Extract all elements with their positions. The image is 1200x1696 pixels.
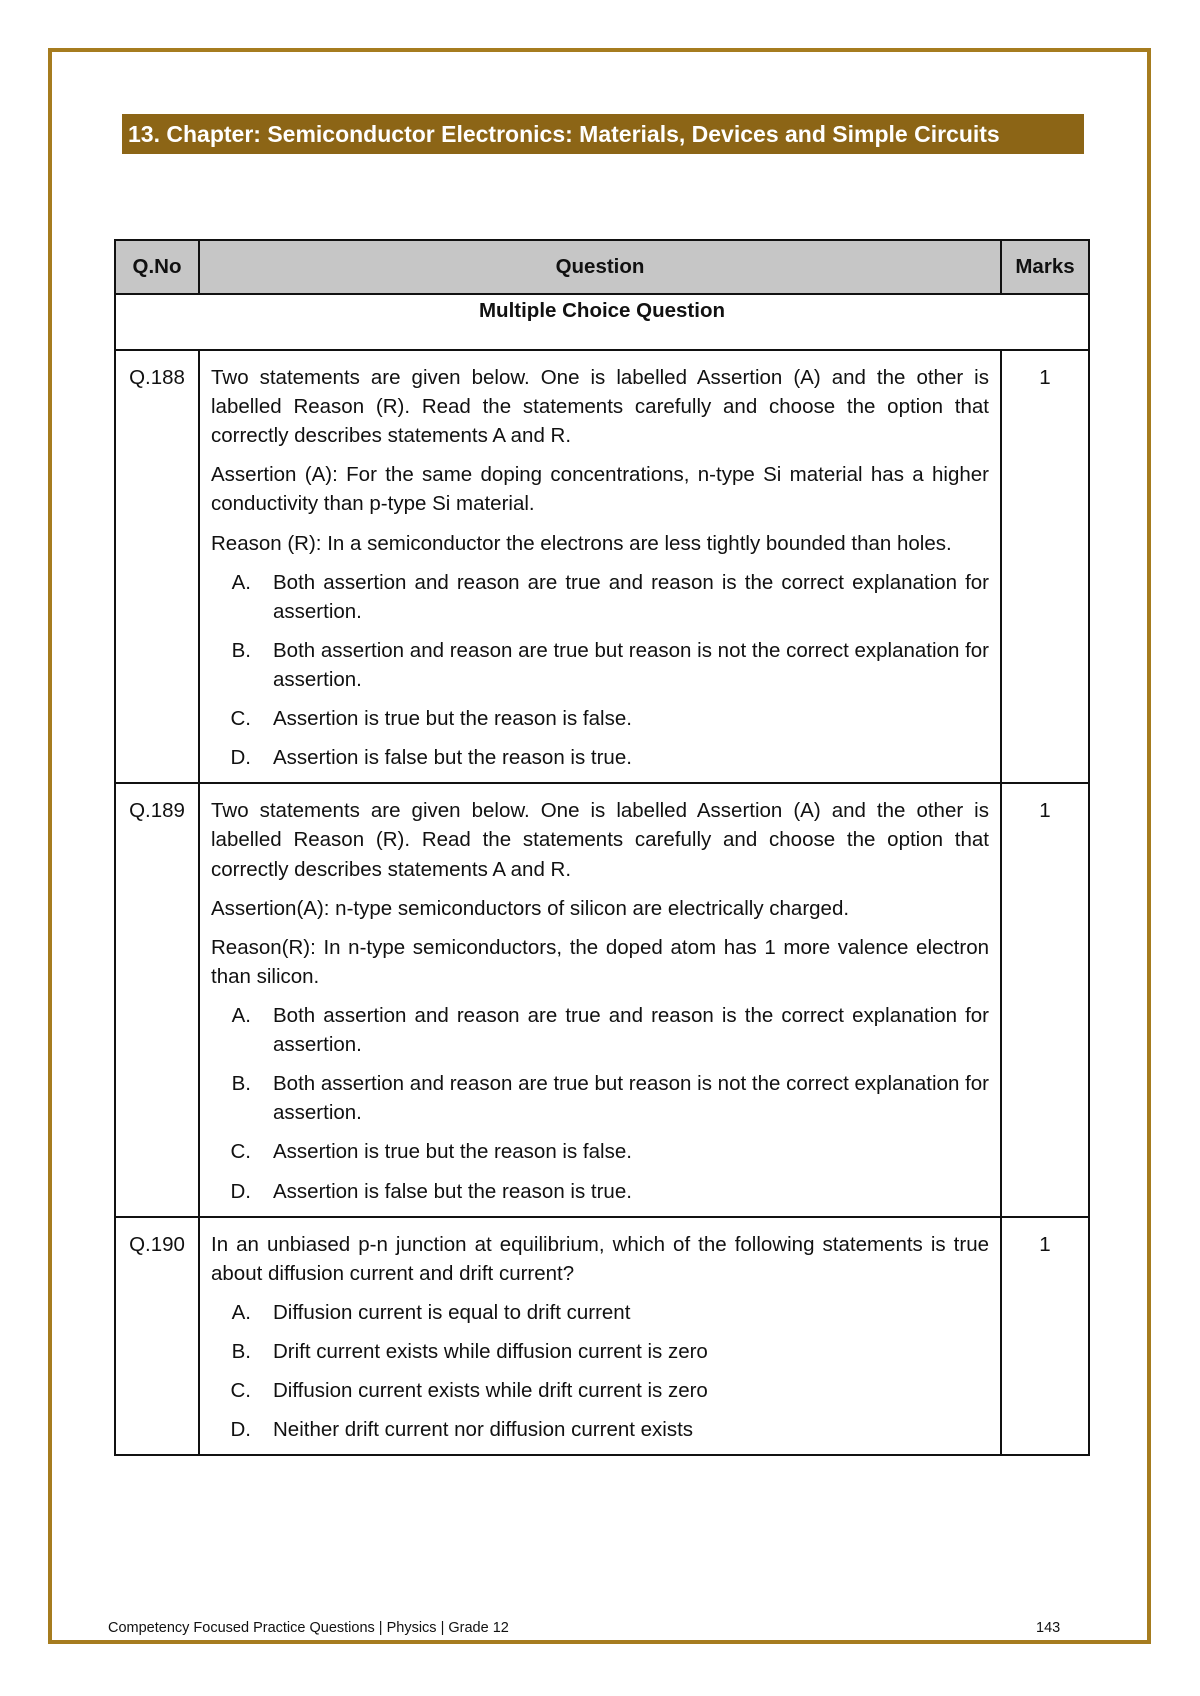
option-letter: A. xyxy=(231,1300,251,1324)
option-item xyxy=(211,568,989,626)
question-paragraph: Two statements are given below. One is labelled Assertion (A) and the other is labelled Reason (R). Read the statements carefully and choose the option that correctly describes statements A and R. xyxy=(211,366,989,448)
header-marks: Marks xyxy=(1001,240,1089,294)
option-letter: C. xyxy=(230,707,251,731)
option-list xyxy=(211,1298,989,1444)
option-letter: B. xyxy=(231,638,251,662)
option-item xyxy=(211,1137,989,1166)
header-qno: Q.No xyxy=(115,240,199,294)
option-item xyxy=(211,1298,989,1327)
section-row xyxy=(115,294,1089,350)
option-text: Both assertion and reason are true and reason is the correct explanation for assertion. xyxy=(273,570,989,623)
option-letter: D. xyxy=(230,746,251,770)
question-row xyxy=(115,1217,1089,1456)
option-letter: D. xyxy=(230,1418,251,1442)
question-marks: 1 xyxy=(1001,350,1089,783)
option-letter: A. xyxy=(231,570,251,594)
question-paragraph: In an unbiased p-n junction at equilibrium, which of the following statements is true about diffusion current and drift current? xyxy=(211,1232,989,1285)
question-body xyxy=(199,783,1001,1216)
question-paragraph: Reason (R): In a semiconductor the electrons are less tightly bounded than holes. xyxy=(211,531,952,555)
option-text: Diffusion current is equal to drift current xyxy=(273,1300,631,1324)
question-number: Q.189 xyxy=(115,783,199,1216)
option-item xyxy=(211,1376,989,1405)
option-text: Assertion is false but the reason is true. xyxy=(273,746,632,770)
question-marks: 1 xyxy=(1001,783,1089,1216)
option-text: Assertion is true but the reason is false. xyxy=(273,707,632,731)
option-letter: C. xyxy=(230,1379,251,1403)
option-list xyxy=(211,1001,989,1206)
option-text: Assertion is true but the reason is false. xyxy=(273,1140,632,1164)
option-item xyxy=(211,636,989,694)
page-number: 143 xyxy=(1036,1620,1061,1636)
option-list xyxy=(211,568,989,773)
chapter-title: 13. Chapter: Semiconductor Electronics: Materials, Devices and Simple Circuits xyxy=(122,114,1084,154)
option-item xyxy=(211,1415,989,1444)
question-table xyxy=(114,239,1090,1456)
option-text: Neither drift current nor diffusion current exists xyxy=(273,1418,694,1442)
question-paragraph: Two statements are given below. One is labelled Assertion (A) and the other is labelled Reason (R). Read the statements carefully and choose the option that correctly describes statements A and R. xyxy=(211,799,989,881)
option-letter: B. xyxy=(231,1339,251,1363)
option-item xyxy=(211,704,989,733)
option-item xyxy=(211,743,989,772)
option-item xyxy=(211,1069,989,1127)
header-question: Question xyxy=(199,240,1001,294)
option-letter: C. xyxy=(230,1140,251,1164)
option-text: Both assertion and reason are true but reason is not the correct explanation for assertion. xyxy=(273,638,989,691)
option-text: Assertion is false but the reason is true. xyxy=(273,1179,632,1203)
question-number: Q.190 xyxy=(115,1217,199,1456)
question-number: Q.188 xyxy=(115,350,199,783)
question-body xyxy=(199,350,1001,783)
option-item xyxy=(211,1177,989,1206)
option-item xyxy=(211,1337,989,1366)
option-letter: B. xyxy=(231,1072,251,1096)
question-body xyxy=(199,1217,1001,1456)
option-letter: A. xyxy=(231,1003,251,1027)
option-letter: D. xyxy=(230,1179,251,1203)
question-row xyxy=(115,350,1089,783)
option-text: Both assertion and reason are true but reason is not the correct explanation for assertion. xyxy=(273,1072,989,1125)
table-header-row xyxy=(115,240,1089,294)
question-marks: 1 xyxy=(1001,1217,1089,1456)
section-label: Multiple Choice Question xyxy=(115,294,1089,350)
option-text: Diffusion current exists while drift current is zero xyxy=(273,1379,708,1403)
question-paragraph: Reason(R): In n-type semiconductors, the doped atom has 1 more valence electron than silicon. xyxy=(211,935,989,988)
option-item xyxy=(211,1001,989,1059)
question-paragraph: Assertion (A): For the same doping concentrations, n-type Si material has a higher conductivity than p-type Si material. xyxy=(211,463,989,516)
question-row xyxy=(115,783,1089,1216)
option-text: Drift current exists while diffusion current is zero xyxy=(273,1339,708,1363)
option-text: Both assertion and reason are true and reason is the correct explanation for assertion. xyxy=(273,1003,989,1057)
question-paragraph: Assertion(A): n-type semiconductors of silicon are electrically charged. xyxy=(211,896,850,920)
footer-text: Competency Focused Practice Questions | Physics | Grade 12 xyxy=(108,1620,509,1636)
